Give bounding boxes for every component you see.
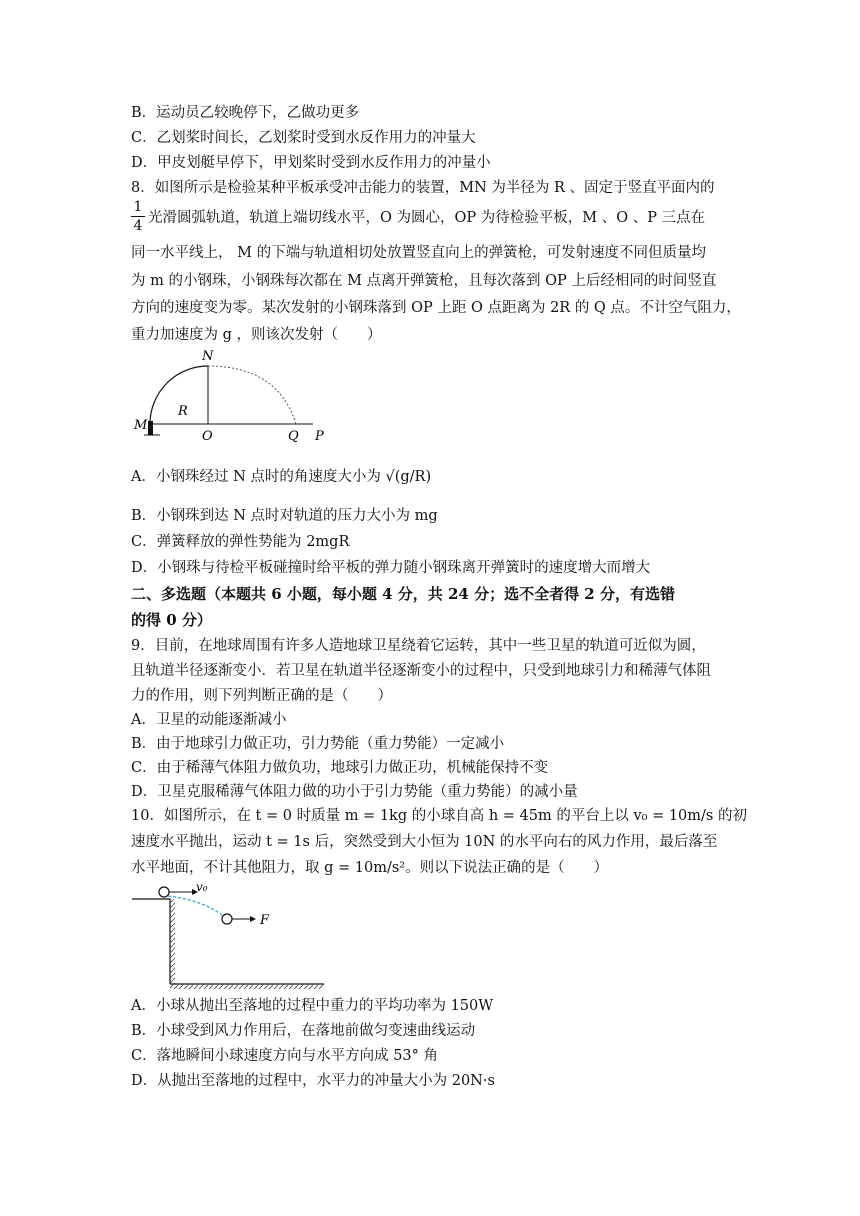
option-10d: D．从抛出至落地的过程中，水平力的冲量大小为 20N·s: [131, 1073, 495, 1089]
label-Q: Q: [288, 429, 299, 444]
line-q7c: C．乙划桨时间长，乙划桨时受到水反作用力的冲量大: [131, 130, 476, 146]
spring-gun: [148, 421, 153, 435]
section-heading-multi-2: 的得 0 分）: [131, 611, 212, 629]
figure-platform: [128, 880, 328, 992]
line-q8-3: 同一水平线上， M 的下端与轨道相切处放置竖直向上的弹簧枪，可发射速度不同但质量均: [131, 245, 707, 261]
line-q8-2: 光滑圆弧轨道，轨道上端切线水平，O 为圆心，OP 为待检验平板，M 、O 、P 三点在: [148, 210, 706, 226]
ground-hatch: [170, 984, 324, 989]
trajectory-cyan: [168, 896, 223, 916]
label-N: N: [202, 349, 214, 364]
section-heading-multi: 二、多选题（本题共 6 小题，每小题 4 分，共 24 分；选不全者得 2 分，有选错: [131, 585, 675, 603]
line-q9-1: 9．目前，在地球周围有许多人造地球卫星绕着它运转，其中一些卫星的轨道可近似为圆，: [131, 638, 706, 654]
option-9d: D．卫星克服稀薄气体阻力做的功小于引力势能（重力势能）的减小量: [131, 784, 578, 800]
line-q8-5: 方向的速度变为零。某次发射的小钢珠落到 OP 上距 O 点距离为 2R 的 Q 点。不计空气阻力，: [131, 300, 741, 316]
line-q8-6: 重力加速度为 g ，则该次发射（ ）: [131, 327, 382, 343]
option-9a: A．卫星的动能逐渐减小: [131, 712, 287, 728]
trajectory-dashed: [208, 366, 296, 424]
option-10a: A．小球从抛出至落地的过程中重力的平均功率为 150W: [131, 998, 494, 1014]
fraction-denominator: 4: [133, 218, 143, 234]
label-F: F: [260, 913, 270, 928]
line-q8-4: 为 m 的小钢珠，小钢珠每次都在 M 点离开弹簧枪，且每次落到 OP 上后经相同的时间竖直: [131, 273, 717, 289]
option-9c: C．由于稀薄气体阻力做负功，地球引力做正功，机械能保持不变: [131, 760, 549, 776]
option-9b: B．由于地球引力做正功，引力势能（重力势能）一定减小: [131, 736, 505, 752]
label-P: P: [315, 429, 324, 444]
line-q7d: D．甲皮划艇早停下，甲划桨时受到水反作用力的冲量小: [131, 155, 491, 171]
option-8d: D．小钢珠与待检平板碰撞时给平板的弹力随小钢珠离开弹簧时的速度增大而增大: [131, 560, 651, 576]
option-8c: C．弹簧释放的弹性势能为 2mgR: [131, 534, 350, 550]
fraction-numerator: 1: [133, 199, 143, 215]
label-O: O: [202, 429, 213, 444]
line-q10-3: 水平地面，不计其他阻力，取 g = 10m/s²。则以下说法正确的是（ ）: [131, 860, 609, 876]
line-q9-3: 力的作用，则下列判断正确的是（ ）: [131, 688, 392, 704]
ball-start: [159, 887, 169, 897]
line-q8-1: 8．如图所示是检验某种平板承受冲击能力的装置，MN 为半径为 R 、固定于竖直平面内的: [131, 180, 715, 196]
option-8a: A．小钢珠经过 N 点时的角速度大小为 √(g/R): [131, 469, 432, 485]
option-10c: C．落地瞬间小球速度方向与水平方向成 53° 角: [131, 1048, 439, 1064]
ball-wind: [222, 914, 232, 924]
line-q7b: B．运动员乙较晚停下，乙做功更多: [131, 105, 360, 121]
wall-hatch: [170, 899, 175, 984]
line-q9-2: 且轨道半径逐渐变小．若卫星在轨道半径逐渐变小的过程中，只受到地球引力和稀薄气体阻: [131, 663, 711, 679]
fraction-quarter: [131, 199, 145, 234]
option-10b: B．小球受到风力作用后，在落地前做匀变速曲线运动: [131, 1023, 476, 1039]
option-8b: B．小钢珠到达 N 点时对轨道的压力大小为 mg: [131, 508, 438, 524]
label-M: M: [134, 418, 148, 433]
label-v0: v₀: [196, 880, 208, 894]
line-q10-1: 10．如图所示，在 t = 0 时质量 m = 1kg 的小球自高 h = 45m 的平台上以 v₀ = 10m/s 的初: [131, 808, 747, 824]
label-R: R: [178, 404, 188, 419]
line-q10-2: 速度水平抛出，运动 t = 1s 后，突然受到大小恒为 10N 的水平向右的风力作用，最后落至: [131, 834, 718, 850]
figure-arc-track: [128, 343, 338, 445]
